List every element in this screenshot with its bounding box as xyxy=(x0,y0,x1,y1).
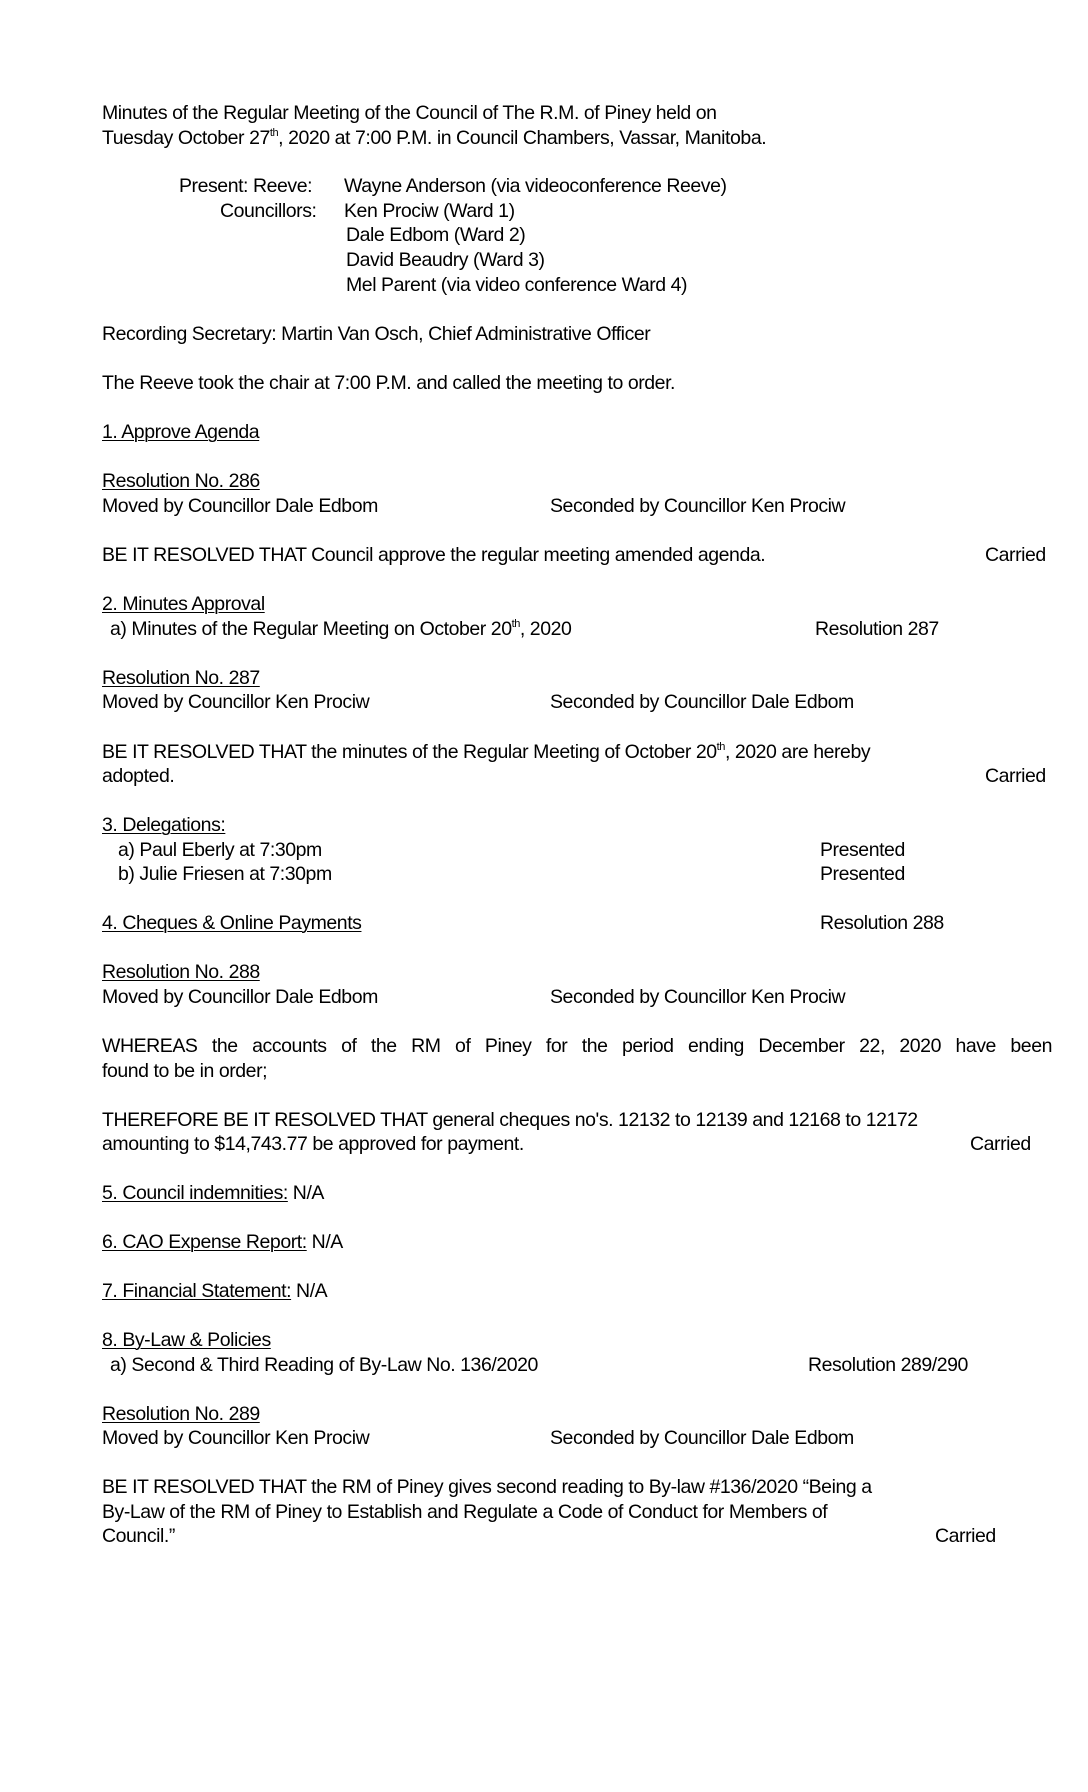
section-7-value: N/A xyxy=(291,1280,328,1302)
councillor-4: Mel Parent (via video conference Ward 4) xyxy=(346,274,688,296)
councillor-3: David Beaudry (Ward 3) xyxy=(346,249,545,271)
section-6 xyxy=(102,1230,343,1254)
resolution-289-status: Carried xyxy=(935,1525,996,1547)
section-2-item-a-ref: Resolution 287 xyxy=(815,618,939,640)
section-7 xyxy=(102,1279,327,1303)
councillors-label: Councillors: xyxy=(220,200,317,222)
resolution-289-text-1: BE IT RESOLVED THAT the RM of Piney gives second reading to By-law #136/2020 “Being a xyxy=(102,1476,872,1498)
resolution-289-seconded: Seconded by Councillor Dale Edbom xyxy=(550,1427,854,1449)
section-3-heading: 3. Delegations: xyxy=(102,814,226,836)
present-reeve-label: Present: Reeve: xyxy=(179,175,313,197)
resolution-287-title: Resolution No. 287 xyxy=(102,667,260,689)
header-line-1: Minutes of the Regular Meeting of the Council of The R.M. of Piney held on xyxy=(102,102,717,124)
section-8-heading: 8. By-Law & Policies xyxy=(102,1329,271,1351)
header-line-2: Tuesday October 27th, 2020 at 7:00 P.M. in Council Chambers, Vassar, Manitoba. xyxy=(102,126,767,149)
resolution-287-text-2: adopted. xyxy=(102,765,175,787)
resolution-287-moved: Moved by Councillor Ken Prociw xyxy=(102,691,370,713)
resolution-289-moved: Moved by Councillor Ken Prociw xyxy=(102,1427,370,1449)
recording-secretary: Recording Secretary: Martin Van Osch, Chief Administrative Officer xyxy=(102,323,651,345)
section-5 xyxy=(102,1181,324,1205)
section-8-item-a: a) Second & Third Reading of By-Law No. 136/2020 xyxy=(110,1354,538,1376)
section-5-value: N/A xyxy=(287,1182,324,1204)
resolution-289-title: Resolution No. 289 xyxy=(102,1403,260,1425)
resolution-289-text-2: By-Law of the RM of Piney to Establish and Regulate a Code of Conduct for Members of xyxy=(102,1501,828,1523)
delegation-a: a) Paul Eberly at 7:30pm xyxy=(118,839,322,861)
reeve-name: Wayne Anderson (via videoconference Reeve) xyxy=(344,175,727,197)
resolution-288-title: Resolution No. 288 xyxy=(102,961,260,983)
councillor-1: Ken Prociw (Ward 1) xyxy=(344,200,515,222)
resolution-288-whereas-1: WHEREAS the accounts of the RM of Piney for the period ending December 22, 2020 have been xyxy=(102,1035,1052,1057)
resolution-287-seconded: Seconded by Councillor Dale Edbom xyxy=(550,691,854,713)
delegation-b-status: Presented xyxy=(820,863,905,885)
resolution-287-status: Carried xyxy=(985,765,1046,787)
resolution-286-text: BE IT RESOLVED THAT Council approve the regular meeting amended agenda. xyxy=(102,544,766,566)
section-4-heading: 4. Cheques & Online Payments xyxy=(102,912,362,934)
section-8-item-a-ref: Resolution 289/290 xyxy=(808,1354,968,1376)
resolution-288-moved: Moved by Councillor Dale Edbom xyxy=(102,986,378,1008)
resolution-288-status: Carried xyxy=(970,1133,1031,1155)
section-6-heading: 6. CAO Expense Report: xyxy=(102,1231,307,1253)
section-1-heading: 1. Approve Agenda xyxy=(102,421,260,443)
resolution-288-whereas-2: found to be in order; xyxy=(102,1060,268,1082)
section-4-ref: Resolution 288 xyxy=(820,912,944,934)
councillor-2: Dale Edbom (Ward 2) xyxy=(346,224,526,246)
resolution-288-therefore-1: THEREFORE BE IT RESOLVED THAT general cheques no's. 12132 to 12139 and 12168 to 12172 xyxy=(102,1109,918,1131)
resolution-286-status: Carried xyxy=(985,544,1046,566)
resolution-288-therefore-2: amounting to $14,743.77 be approved for payment. xyxy=(102,1133,524,1155)
section-2-item-a: a) Minutes of the Regular Meeting on October 20th, 2020 xyxy=(110,617,572,640)
section-2-heading: 2. Minutes Approval xyxy=(102,593,265,615)
resolution-288-seconded: Seconded by Councillor Ken Prociw xyxy=(550,986,846,1008)
resolution-289-text-3: Council.” xyxy=(102,1525,175,1547)
resolution-286-seconded: Seconded by Councillor Ken Prociw xyxy=(550,495,846,517)
resolution-287-text-1: BE IT RESOLVED THAT the minutes of the Regular Meeting of October 20th, 2020 are hereby xyxy=(102,740,871,763)
section-5-heading: 5. Council indemnities: xyxy=(102,1182,288,1204)
resolution-286-moved: Moved by Councillor Dale Edbom xyxy=(102,495,378,517)
section-7-heading: 7. Financial Statement: xyxy=(102,1280,292,1302)
resolution-286-title: Resolution No. 286 xyxy=(102,470,260,492)
call-to-order: The Reeve took the chair at 7:00 P.M. and called the meeting to order. xyxy=(102,372,676,394)
delegation-b: b) Julie Friesen at 7:30pm xyxy=(118,863,332,885)
delegation-a-status: Presented xyxy=(820,839,905,861)
section-6-value: N/A xyxy=(306,1231,343,1253)
